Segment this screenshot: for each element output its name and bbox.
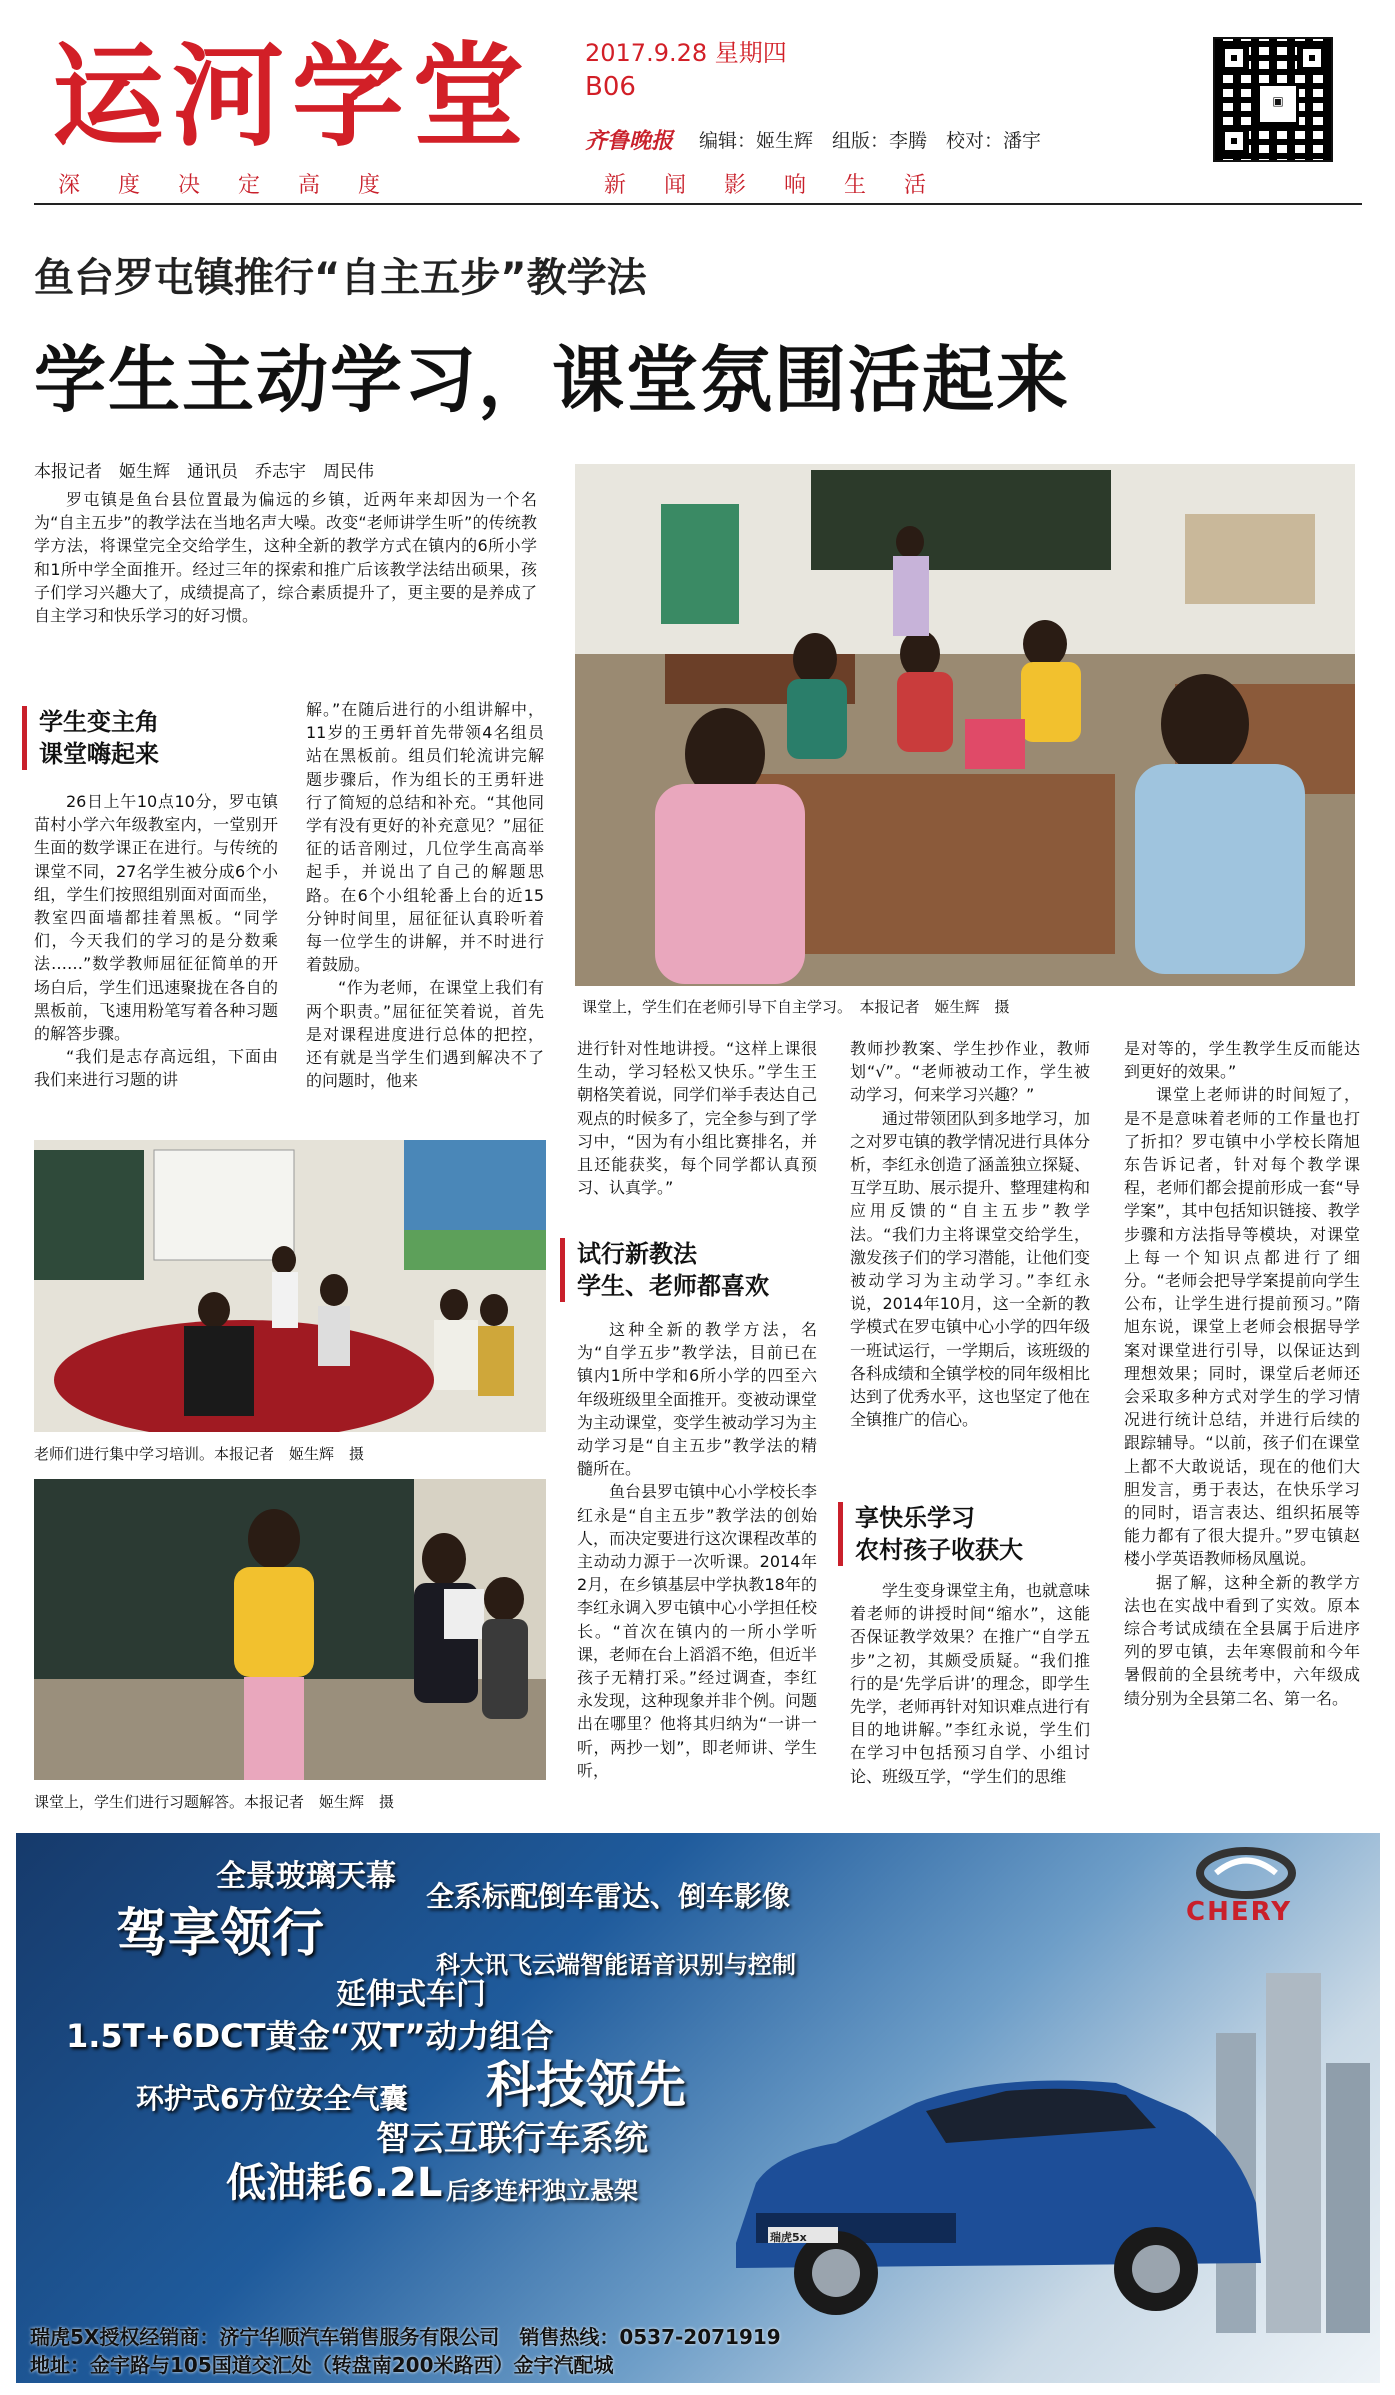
column-2 [306,698,544,1092]
masthead-brand: 运河学堂 [52,31,532,162]
training-photo-caption: 老师们进行集中学习培训。本报记者 姬生辉 摄 [34,1445,365,1463]
subhead-happy-learning [838,1502,1103,1566]
column-4-bottom [850,1579,1090,1788]
paragraph: 鱼台县罗屯镇中心小学校长李红永是“自主五步”教学法的创始人，而决定要进行这次课程改革的主动动力源于一次听课。2014年2月，在乡镇基层中学执教18年的李红永调入罗屯镇中心小学担任校长。“首次在镇内的一所小学听课，老师在台上滔滔不绝，但近半孩子无精打采。”经过调查，李红永发现，这种现象并非个例。问题出在哪里？他将其归纳为“一讲一听，两抄一划”，即老师讲、学生听， [577,1482,818,1780]
column-3-bottom [577,1318,817,1782]
paragraph: “我们是志存高远组，下面由我们来进行习题的讲 [34,1047,278,1090]
issue-date: 2017.9.28 星期四 [585,39,787,67]
suv-icon [716,2033,1276,2323]
subhead-new-method [560,1238,825,1302]
article-kicker: 鱼台罗屯镇推行“自主五步”教学法 [34,255,647,301]
building [1326,2063,1370,2333]
chery-logo [1146,1843,1346,1933]
article-headline: 学生主动学习，课堂氛围活起来 [34,338,1071,422]
subhead-line: 学生、老师都喜欢 [577,1272,769,1300]
masthead-rule [34,203,1362,205]
paragraph: 是对等的，学生教学生反而能达到更好的效果。” [1124,1039,1360,1082]
car-image [716,2033,1276,2323]
ad-slogan: 科技领先 [486,2056,686,2114]
ad-line: 延伸式车门 [336,1977,486,2012]
car-advertisement [16,1833,1380,2383]
subhead-line: 农村孩子收获大 [855,1536,1023,1564]
training-photo [34,1140,546,1432]
ad-line: 低油耗6.2L [226,2160,443,2206]
ad-line: 智云互联行车系统 [376,2119,648,2159]
ad-line: 全景玻璃天幕 [216,1859,396,1894]
paragraph: 教师抄教案、学生抄作业，教师划“√”。“老师被动工作，学生被动学习，何来学习兴趣？” [850,1039,1090,1105]
blackboard-photo-caption: 课堂上，学生们进行习题解答。本报记者 姬生辉 摄 [34,1793,395,1811]
ad-slogan: 驾享领行 [116,1904,325,1964]
ad-line: 环护式6方位安全气囊 [136,2082,408,2115]
dealer-info: 瑞虎5X授权经销商：济宁华顺汽车销售服务有限公司 销售热线：0537-2071919 [30,2325,781,2349]
qr-code-icon: ▣ [1213,37,1333,162]
dealer-address: 地址：金宇路与105国道交汇处（转盘南200米路西）金宇汽配城 [30,2353,614,2377]
column-3-top [577,1037,817,1199]
ad-line: 全系标配倒车雷达、倒车影像 [426,1880,791,1913]
classroom-photo [575,464,1355,986]
chery-wordmark: CHERY [1186,1897,1293,1927]
ad-line: 1.5T+6DCT黄金“双T”动力组合 [66,2017,554,2055]
ad-line: 后多连杆独立悬架 [446,2177,638,2205]
staff-credits: 编辑：姬生辉 组版：李腾 校对：潘宇 [699,130,1042,152]
paragraph: “作为老师，在课堂上我们有两个职责。”屈征征笑着说，首先是对课程进度进行总体的把控，还有就是当学生们遇到解决不了的问题时，他来 [306,978,544,1091]
paper-logo: 齐鲁晚报 [585,128,674,154]
paragraph: 课堂上老师讲的时间短了，是不是意味着老师的工作量也打了折扣？罗屯镇中小学校长隋旭东告诉记者，针对每个教学课程，老师们都会提前形成一套“导学案”，其中包括知识链接、教学步骤和方法指导等模块，对课堂上每一个知识点都进行了细分。“老师会把导学案提前向学生公布，让学生进行提前预习。”隋旭东说，课堂上老师会根据导学案对课堂进行引导，以保证达到理想效果；同时，课堂后老师还会采取多种方式对学生的学习情况进行统计总结，并进行后续的跟踪辅导。“以前，孩子们在课堂上都不大敢说话，现在的他们大胆发言，勇于表达，在快乐学习的同时，语言表达、组织拓展等能力都有了很大提升。”罗屯镇赵楼小学英语教师杨凤凰说。 [1124,1085,1360,1569]
paragraph: 学生变身课堂主角，也就意味着老师的讲授时间“缩水”，这能否保证教学效果？在推广“自学五步”之初，其颇受质疑。“我们推行的是‘先学后讲’的理念，即学生先学，老师再针对知识难点进行有目的地讲解。”李红永说，学生们在学习中包括预习自学、小组讨论、班级互学，“学生们的思维 [850,1581,1091,1786]
blackboard-photo [34,1479,546,1780]
subhead-line: 课堂嗨起来 [39,740,159,768]
article-lead [34,488,537,627]
license-plate: 瑞虎5x [770,2231,807,2244]
ad-line: 科大讯飞云端智能语音识别与控制 [436,1951,796,1979]
main-photo-caption: 课堂上，学生们在老师引导下自主学习。 本报记者 姬生辉 摄 [582,998,1010,1016]
column-5 [1124,1037,1360,1710]
subhead-line: 享快乐学习 [855,1504,975,1532]
paragraph: 26日上午10点10分，罗屯镇苗村小学六年级教室内，一堂别开生面的数学课正在进行。与传统的课堂不同，27名学生被分成6个小组，学生们按照组别面对面而坐，教室四面墙都挂着黑板。“同学们，今天我们的学习的是分数乘法……”数学教师屈征征简单的开场白后，学生们迅速聚拢在各自的黑板前，飞速用粉笔写着各种习题的解答步骤。 [34,792,278,1044]
subhead-line: 试行新教法 [577,1240,697,1268]
column-4-top [850,1037,1090,1431]
paragraph: 进行针对性地讲授。“这样上课很生动，学习轻松又快乐。”学生王朝格笑着说，同学们举手表达自己观点的时候多了，完全参与到了学习中，“因为有小组比赛排名，并且还能获奖，每个同学都认真预习、认真学。” [577,1039,818,1198]
subhead-students-lead [22,706,219,770]
tagline-right: 新闻影响生活 [604,173,965,198]
article-byline: 本报记者 姬生辉 通讯员 乔志宇 周民伟 [34,462,374,482]
column-1 [34,790,278,1092]
lead-paragraph: 罗屯镇是鱼台县位置最为偏远的乡镇，近两年来却因为一个名为“自主五步”的教学法在当地名声大噪。改变“老师讲学生听”的传统教学方法，将课堂完全交给学生，这种全新的教学方式在镇内的6所小学和1所中学全面推开。经过三年的探索和推广后该教学法结出硕果，孩子们学习兴趣大了，成绩提高了，综合素质提升了，更主要的是养成了自主学习和快乐学习的好习惯。 [34,490,537,626]
tagline-left: 深度决定高度 [58,173,419,198]
subhead-line: 学生变主角 [39,708,159,736]
paragraph: 据了解，这种全新的教学方法也在实战中看到了实效。原本综合考试成绩在全县属于后进序列的罗屯镇，去年寒假前和今年暑假前的全县统考中，六年级成绩分别为全县第二名、第一名。 [1124,1572,1360,1708]
page-number: B06 [585,72,636,102]
paragraph: 通过带领团队到多地学习，加之对罗屯镇的教学情况进行具体分析，李红永创造了涵盖独立探疑、互学互助、展示提升、整理建构和应用反馈的“自主五步”教学法。“我们力主将课堂交给学生，激发孩子们的学习潜能，让他们变被动学习为主动学习。”李红永说，2014年10月，这一全新的教学模式在罗屯镇中心小学的四年级一班试运行，一学期后，该班级的各科成绩和全镇学校的同年级相比达到了优秀水平，这也坚定了他在全镇推广的信心。 [850,1108,1091,1430]
paragraph: 这种全新的教学方法，名为“自学五步”教学法，目前已在镇内1所中学和6所小学的四至六年级班级里全面推开。变被动课堂为主动课堂，变学生被动学习为主动学习是“自主五步”教学法的精髓所在。 [577,1320,818,1479]
paragraph: 解。”在随后进行的小组讲解中，11岁的王勇轩首先带领4名组员站在黑板前。组员们轮流讲完解题步骤后，作为组长的王勇轩进行了简短的总结和补充。“其他同学有没有更好的补充意见？”屈征征的话音刚过，几位学生高高举起手，并说出了自己的解题思路。在6个小组轮番上台的近15分钟时间里，屈征征认真聆听着每一位学生的讲解，并不时进行着鼓励。 [306,700,544,975]
